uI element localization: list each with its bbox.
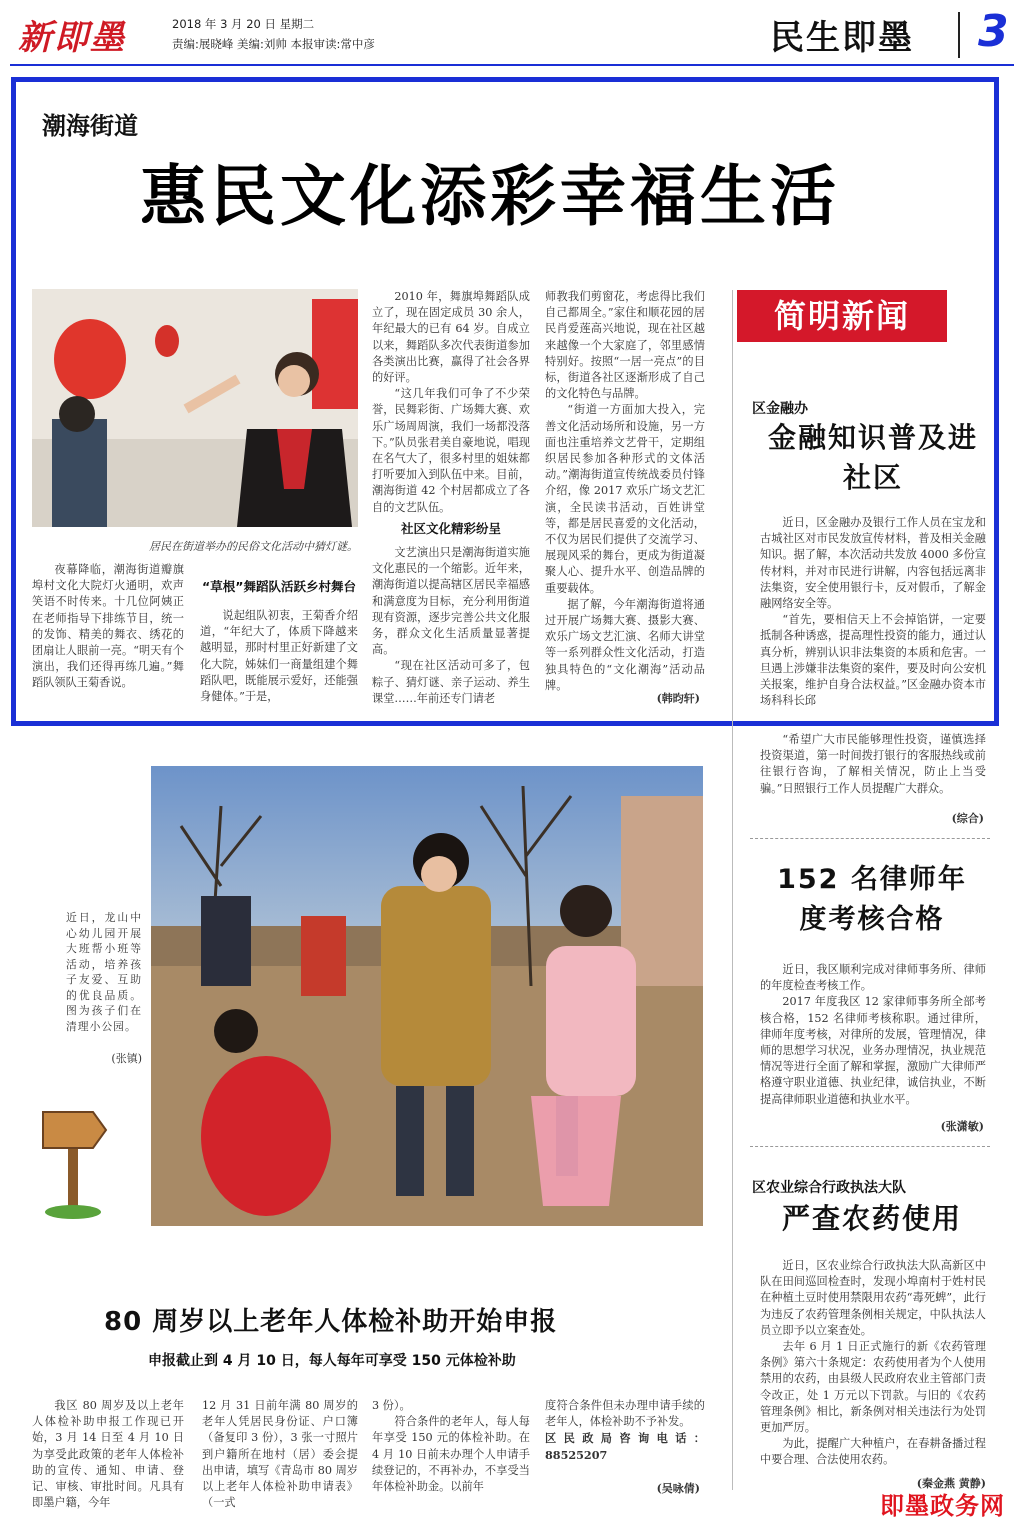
bottom-col4 [545,1398,705,1463]
brief1-title: 金融知识普及进社区 [767,421,978,494]
brief3-kicker: 区农业综合行政执法大队 [752,1180,906,1196]
brief3-para: 近日，区农业综合行政执法大队高新区中队在田间巡回检查时，发现小埠南村于姓村民在种植土豆时使用禁限用农药“毒死蜱”，此行为违反了农药管理条例相关规定，中队执法人员立即予以立案查处。 [760,1259,986,1337]
brief1-body-b [760,732,986,797]
bottom-col1-para: 我区 80 周岁及以上老年人体检补助申报工作现已开始，3 月 14 日至 4 月 10 日为享受此政策的老年人体检补助的宣传、通知、申请、登记、审核、审批时间。凡具有即墨户籍，今年 [32,1399,184,1510]
bottom-col3-para: 符合条件的老年人，每人每年享受 150 元的体检补助。在 4 月 10 日前未办理个人申请手续登记的，不再补办，不享受当年体检补助金。以前年 [372,1415,530,1494]
lead-photo-illustration [32,289,358,527]
lead-col3 [372,289,530,516]
lead-col3-subhead: 社区文化精彩纷呈 [400,521,501,536]
brief2-para: 近日，我区顺利完成对律师事务所、律师的年度检查考核工作。 [760,963,986,993]
brief2-body [760,962,986,1108]
signpost-icon [38,1100,108,1220]
brief1-credit: (综合) [951,812,984,825]
lead-col2 [200,608,358,705]
section-title: 民生即墨 [770,18,914,58]
brief2-credit: (张潇敏) [940,1120,984,1133]
brief1-para: “希望广大市民能够理性投资，谨慎选择投资渠道，第一时间拨打银行的客服热线或前往银行咨询，了解相关情况，防止上当受骗。”日照银行工作人员提醒广大群众。 [760,733,986,795]
kindergarten-photo [151,766,703,1226]
lead-col3b [372,545,530,707]
lead-col4-para: 师教我们剪窗花，考虑得比我们自己都周全。”家住和顺花园的居民肖爱莲高兴地说，现在社区越来越像一个大家庭了，邻里感情特别好。按照“一居一亮点”的目标，街道各社区逐渐形成了自己的文化特色与品牌。 [545,290,705,401]
lead-col3-para: “这几年我们可争了不少荣誉，民舞彩街、广场舞大赛、欢乐广场周周演，我们一场都没落下。”队员张君美自豪地说，唱现在名气大了，很多村里的姐妹都打听要加入到队伍中来。目前，潮海街道 42 个村居都成立了各自的文艺队伍。 [372,387,530,514]
lead-col4-para: 据了解，今年潮海街道将通过开展广场舞大赛、摄影大赛、欢乐广场文艺汇演、名师大讲堂等一系列群众性文化活动，打造独具特色的“文化潮海”活动品牌。 [545,597,705,692]
masthead-logo: 新即墨 [18,18,126,58]
bottom-hotline: 区民政局咨询电话：88525207 [545,1431,705,1462]
bottom-col3 [372,1398,530,1495]
brief3-para: 去年 6 月 1 日正式施行的新《农药管理条例》第六十条规定：农药使用者为个人使用禁用的农药，由县级人民政府农业主管部门责令改正，处 1 万元以下罚款。与旧的《农药管理条例》相比，新条例对相关违法行为处罚更加严厉。 [760,1340,986,1435]
bottom-subhead: 申报截止到 4 月 10 日，每人每年可享受 150 元体检补助 [148,1353,516,1369]
lead-headline: 惠民文化添彩幸福生活 [140,158,840,235]
lead-col2-subhead: “草根”舞蹈队活跃乡村舞台 [202,579,356,594]
brief3-para: 为此，提醒广大种植户，在春耕备播过程中要合理、合法使用农药。 [760,1437,986,1467]
lead-col2-para: 说起组队初衷，王菊香介绍道，“年纪大了，体质下降越来越明显，那时村里正好新建了文化大院，姊妹们一商量组建个舞蹈队吧，既能展示爱好，还能强身健体。”于是， [200,609,358,704]
brief1-kicker: 区金融办 [752,401,808,417]
brief1-para: “首先，要相信天上不会掉馅饼，一定要抵制各种诱惑，提高理性投资的能力，通过认真分析，辨别认识非法集资的本质和危害。一旦遇上涉嫌非法集资的案件，要及时向公安机关报案，维护自身合法权益。”区金融办资本市场科科长邱 [760,613,986,708]
brief2-title: 152 名律师年度考核合格 [777,864,967,935]
bottom-col1 [32,1398,184,1511]
bottom-credit: (吴咏倩) [656,1482,700,1495]
lead-col3b-para: “现在社区活动可多了，包粽子、猜灯谜、亲子运动、养生课堂……年前还专门请老 [372,659,530,705]
kindergarten-credit: (张镇) [111,1052,142,1065]
brief3-credit: (秦金燕 黄静) [916,1477,986,1490]
kindergarten-caption: 近日，龙山中心幼儿园开展大班帮小班等活动，培养孩子友爱、互助的优良品质。图为孩子们在清理小公园。 [66,911,142,1033]
briefs-header: 简明新闻 [737,290,947,342]
masthead-date: 2018 年 3 月 20 日 星期二 [172,17,315,31]
masthead-divider [958,12,960,58]
brief3-body [760,1258,986,1469]
lead-col4 [545,289,705,694]
brief-divider [750,838,990,839]
lead-col1 [32,562,184,692]
lead-photo-caption: 居民在街道举办的民俗文化活动中猜灯谜。 [149,540,358,553]
lead-credit: (韩昀轩) [656,692,700,705]
lead-col1-para: 夜幕降临，潮海街道瓣旗埠村文化大院灯火通明，欢声笑语不时传来。十几位阿姨正在老师指导下排练节目，统一的发饰、精美的舞衣、绣花的团扇让人眼前一亮。“明天有个演出，我们还得再练几遍。”舞蹈队领队王菊香说。 [32,563,184,690]
brief1-body-a [760,515,986,718]
kindergarten-photo-illustration [151,766,703,1226]
bottom-col4-para: 度符合条件但未办理申请手续的老年人，体检补助不予补发。 [545,1399,705,1429]
briefs-column-rule [732,290,733,1490]
page-number: 3 [978,6,1009,57]
brief2-para: 2017 年度我区 12 家律师事务所全部考核合格，152 名律师考核称职。通过律所，律师年度考核，对律所的发展，管理情况，律师的思想学习状况，业务办理情况，执业规范情况等进行全面了解和掌握，激励广大律师严格遵守职业道德、执业纪律，诚信执业，不断提高律师职业道德和执业水平。 [760,995,986,1106]
masthead-editors: 责编:展晓峰 美编:刘帅 本报审读:常中彦 [172,37,375,51]
lead-col3-para: 2010 年，舞旗埠舞蹈队成立了，现在固定成员 30 余人，年纪最大的已有 64 岁。自成立以来，舞蹈队多次代表街道参加各类演出比赛，赢得了社会各界的好评。 [372,290,530,385]
bottom-headline: 80 周岁以上老年人体检补助开始申报 [104,1307,558,1337]
brief1-para: 近日，区金融办及银行工作人员在宝龙和古城社区对市民发放宣传材料，普及相关金融知识。据了解，本次活动共发放 4000 多份宣传材料，并对市民进行讲解，内容包括远离非法集资，安全使用银行卡，反对假币，了解金融网络安全等。 [760,516,986,611]
masthead-rule [10,64,1014,66]
lead-col4-para: “街道一方面加大投入，完善文化活动场所和设施，另一方面也注重培养文艺骨干，定期组织居民参加各种形式的文体活动。”潮海街道宣传统战委员付锋介绍，像 2017 欢乐广场文艺汇演，全民读书活动，百姓讲堂等，都是居民喜爱的文化活动，不仅为居民们提供了交流学习、展现风采的舞台，更成为街道凝聚人心、提升水平、创造品牌的重要载体。 [545,403,705,595]
lead-kicker: 潮海街道 [42,111,138,140]
bottom-col2 [202,1398,358,1511]
brief3-title: 严查农药使用 [781,1202,962,1235]
bottom-col2-para: 12 月 31 日前年满 80 周岁的老年人凭居民身份证、户口簿（备复印 3 份），3 张一寸照片到户籍所在地村（居）委会提出申请，填写《青岛市 80 周岁以上老年人体检补助申请表》（一式 [202,1399,358,1510]
brief-divider [750,1146,990,1147]
watermark: 即墨政务网 [880,1492,1005,1520]
lead-photo [32,289,358,527]
lead-col3b-para: 文艺演出只是潮海街道实施文化惠民的一个缩影。近年来，潮海街道以提高辖区居民幸福感和满意度为目标，充分利用街道现有资源，逐步完善公共文化服务，群众文化生活质量显著提高。 [372,546,530,657]
bottom-col3-para: 3 份）。 [372,1399,411,1412]
